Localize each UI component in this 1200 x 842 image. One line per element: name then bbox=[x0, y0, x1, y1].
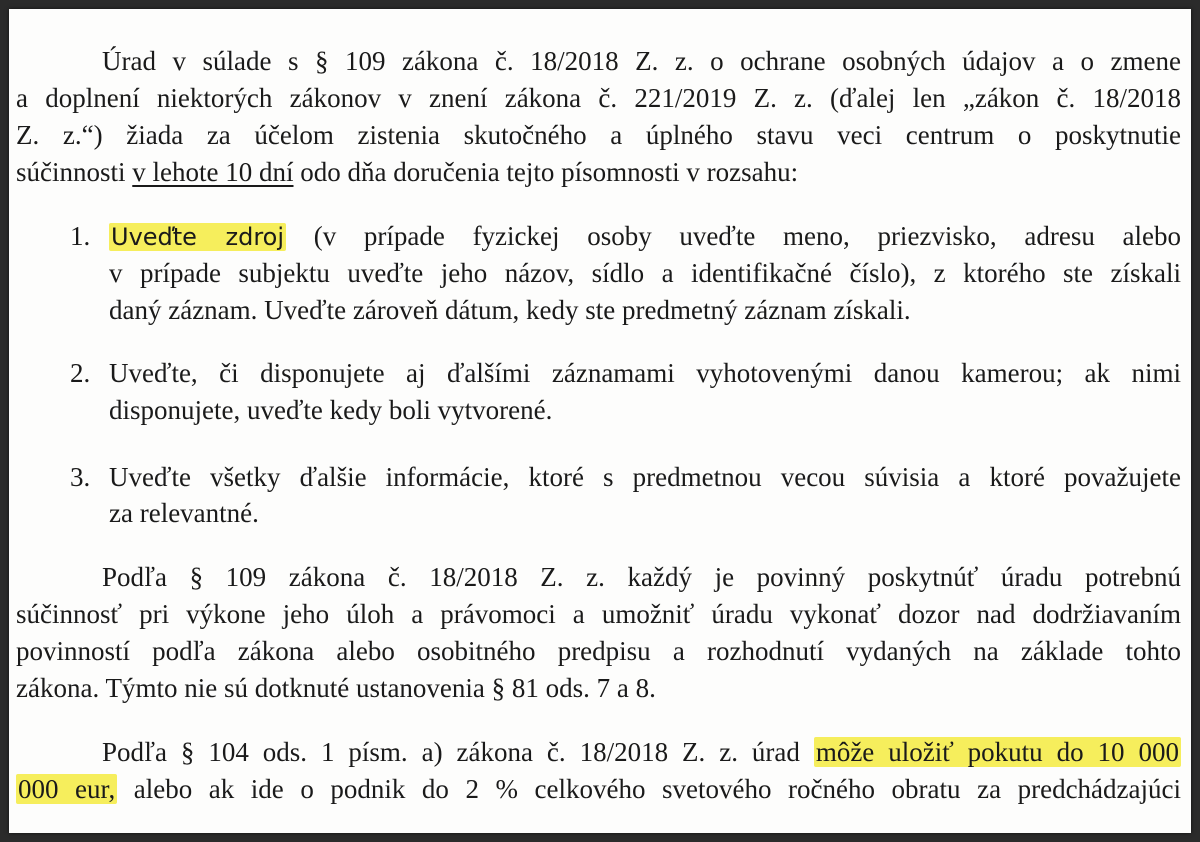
item-2-line-2: disponujete, uveďte kedy boli vytvorené. bbox=[109, 395, 553, 425]
item-3-number: 3. bbox=[70, 462, 91, 492]
paragraph-3-line-1 bbox=[16, 733, 1181, 771]
item-1-line-1-rest: (v prípade fyzickej osoby uveďte meno, priezvisko, adresu alebo bbox=[286, 221, 1181, 251]
paragraph-1-line-1: Úrad v súlade s § 109 zákona č. 18/2018 Z. z. o ochrane osobných údajov a o zmene bbox=[102, 46, 1181, 76]
paragraph-1-line-4 bbox=[16, 153, 1181, 191]
fine-amount-highlight-continued: 000 eur, bbox=[18, 774, 116, 804]
paragraph-3-line-2 bbox=[16, 770, 1181, 808]
paragraph-3-line-2-rest: alebo ak ide o podnik do 2 % celkového svetového ročného obratu za predchádzajúci bbox=[117, 774, 1181, 804]
paragraph-2-line-3: povinností podľa zákona alebo osobitného predpisu a rozhodnutí vydaných na základe tohto bbox=[16, 636, 1181, 666]
paragraph-2-line-2: súčinnosť pri výkone jeho úloh a právomoci a umožniť úradu vykonať dozor nad dodržiavaním bbox=[16, 599, 1181, 629]
scanned-document-page bbox=[9, 9, 1191, 833]
item-3-line-1: Uveďte všetky ďalšie informácie, ktoré s predmetnou vecou súvisia a ktoré považujete bbox=[109, 462, 1181, 492]
paragraph-2-line-1: Podľa § 109 zákona č. 18/2018 Z. z. každý je povinný poskytnúť úradu potrebnú bbox=[102, 562, 1181, 592]
item-2-line-1: Uveďte, či disponujete aj ďalšími záznamami vyhotovenými danou kamerou; ak nimi bbox=[109, 358, 1181, 388]
paragraph-1-line-3: Z. z.“) žiada za účelom zistenia skutočného a úplného stavu veci centrum o poskytnutie bbox=[16, 120, 1181, 150]
item-1-number: 1. bbox=[70, 221, 91, 251]
item-3-line-2: za relevantné. bbox=[109, 498, 259, 528]
paragraph-2-line-4: zákona. Týmto nie sú dotknuté ustanovenia § 81 ods. 7 a 8. bbox=[16, 673, 656, 703]
item-1-line-3: daný záznam. Uveďte zároveň dátum, kedy ste predmetný záznam získali. bbox=[109, 295, 911, 325]
item-1-line-1 bbox=[109, 217, 1181, 255]
deadline-underlined-text: v lehote 10 dní bbox=[132, 157, 294, 187]
source-highlight: Uveďte zdroj bbox=[111, 223, 285, 251]
item-1-line-2: v prípade subjektu uveďte jeho názov, sídlo a identifikačné číslo), z ktorého ste získali bbox=[109, 258, 1181, 288]
paragraph-3-line-1-start: Podľa § 104 ods. 1 písm. a) zákona č. 18/2018 Z. z. úrad bbox=[102, 737, 814, 767]
item-2-number: 2. bbox=[70, 358, 91, 388]
paragraph-1-line-2: a doplnení niektorých zákonov v znení zákona č. 221/2019 Z. z. (ďalej len „zákon č. 18/2018 bbox=[16, 83, 1181, 113]
paragraph-1-line-4-end: odo dňa doručenia tejto písomnosti v rozsahu: bbox=[293, 157, 799, 187]
fine-amount-highlight: môže uložiť pokutu do 10 000 bbox=[815, 737, 1179, 767]
paragraph-1-line-4-start: súčinnosti bbox=[16, 157, 133, 187]
